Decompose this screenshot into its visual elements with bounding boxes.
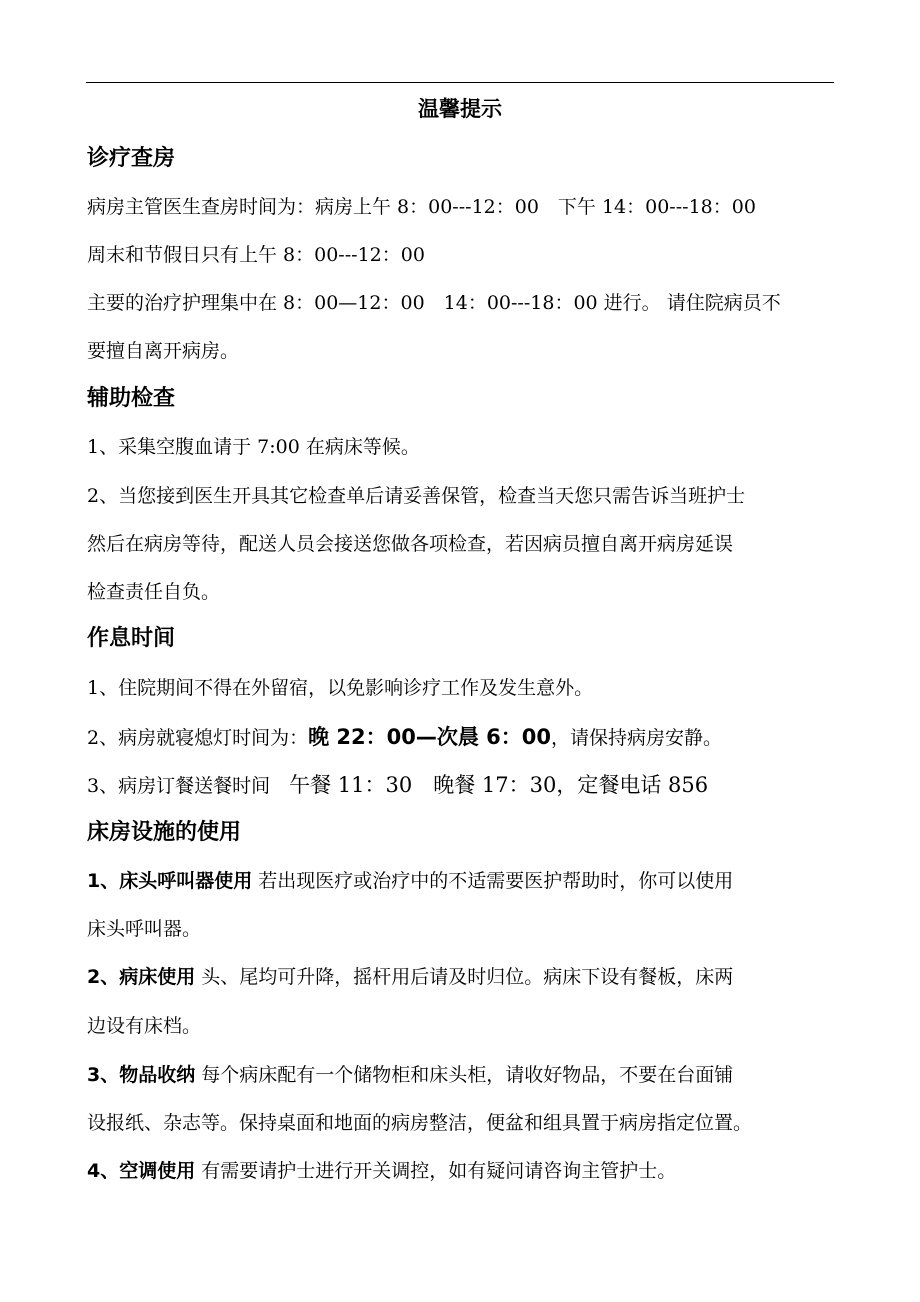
rounds-line-3: 主要的治疗护理集中在 8：00—12：00 14：00---18：00 进行。 请住院病员不: [87, 292, 781, 314]
exams-line-2: 2、当您接到医生开具其它检查单后请妥善保管，检查当天您只需告诉当班护士: [87, 485, 746, 507]
facility-text: 有需要请护士进行开关调控，如有疑问请咨询主管护士。: [195, 1160, 677, 1182]
facility-label: 3、物品收纳: [87, 1064, 196, 1086]
header-rule: [86, 82, 834, 83]
lights-out-time: 晚 22：00—次晨 6：00: [308, 725, 551, 749]
page-title: 温馨提示: [418, 97, 502, 121]
schedule-line-2-suffix: ，请保持病房安静。: [551, 727, 723, 749]
exams-line-3: 然后在病房等待，配送人员会接送您做各项检查，若因病员擅自离开病房延误: [87, 533, 734, 555]
facility-item-ac: [87, 1156, 676, 1186]
schedule-line-2-prefix: 2、病房就寝熄灯时间为：: [87, 727, 309, 749]
facility-item-bed-cont: 边设有床档。: [87, 1015, 202, 1037]
facility-label: 4、空调使用: [87, 1160, 196, 1182]
facility-item-storage: [87, 1060, 733, 1090]
facility-label: 1、床头呼叫器使用: [87, 870, 253, 892]
schedule-line-3-prefix: 3、病房订餐送餐时间: [87, 775, 290, 797]
facility-label: 2、病床使用: [87, 966, 196, 988]
rounds-line-1: 病房主管医生查房时间为：病房上午 8：00---12：00 下午 14：00---18：00: [87, 196, 756, 218]
section-heading-rounds: 诊疗查房: [87, 146, 176, 171]
meal-times-phone: 午餐 11：30 晚餐 17：30，定餐电话 856: [289, 773, 709, 797]
rounds-line-4: 要擅自离开病房。: [87, 340, 240, 362]
rounds-line-2: 周末和节假日只有上午 8：00---12：00: [87, 244, 425, 266]
facility-item-storage-cont: 设报纸、杂志等。保持桌面和地面的病房整洁，便盆和组具置于病房指定位置。: [87, 1112, 753, 1134]
exams-line-1: 1、采集空腹血请于 7:00 在病床等候。: [87, 436, 420, 458]
facility-text: 头、尾均可升降，摇杆用后请及时归位。病床下设有餐板，床两: [195, 966, 734, 988]
facility-item-bed: [87, 962, 733, 992]
section-heading-exams: 辅助检查: [87, 386, 176, 411]
schedule-line-3: [87, 770, 708, 801]
schedule-line-2: [87, 722, 722, 753]
section-heading-schedule: 作息时间: [87, 626, 176, 651]
section-heading-facilities: 床房设施的使用: [87, 820, 242, 845]
exams-line-4: 检查责任自负。: [87, 581, 221, 603]
facility-text: 若出现医疗或治疗中的不适需要医护帮助时，你可以使用: [252, 870, 734, 892]
facility-item-call-bell: [87, 866, 733, 896]
schedule-line-1: 1、住院期间不得在外留宿，以免影响诊疗工作及发生意外。: [87, 677, 594, 699]
facility-item-call-bell-cont: 床头呼叫器。: [87, 918, 202, 940]
facility-text: 每个病床配有一个储物柜和床头柜，请收好物品，不要在台面铺: [195, 1064, 734, 1086]
